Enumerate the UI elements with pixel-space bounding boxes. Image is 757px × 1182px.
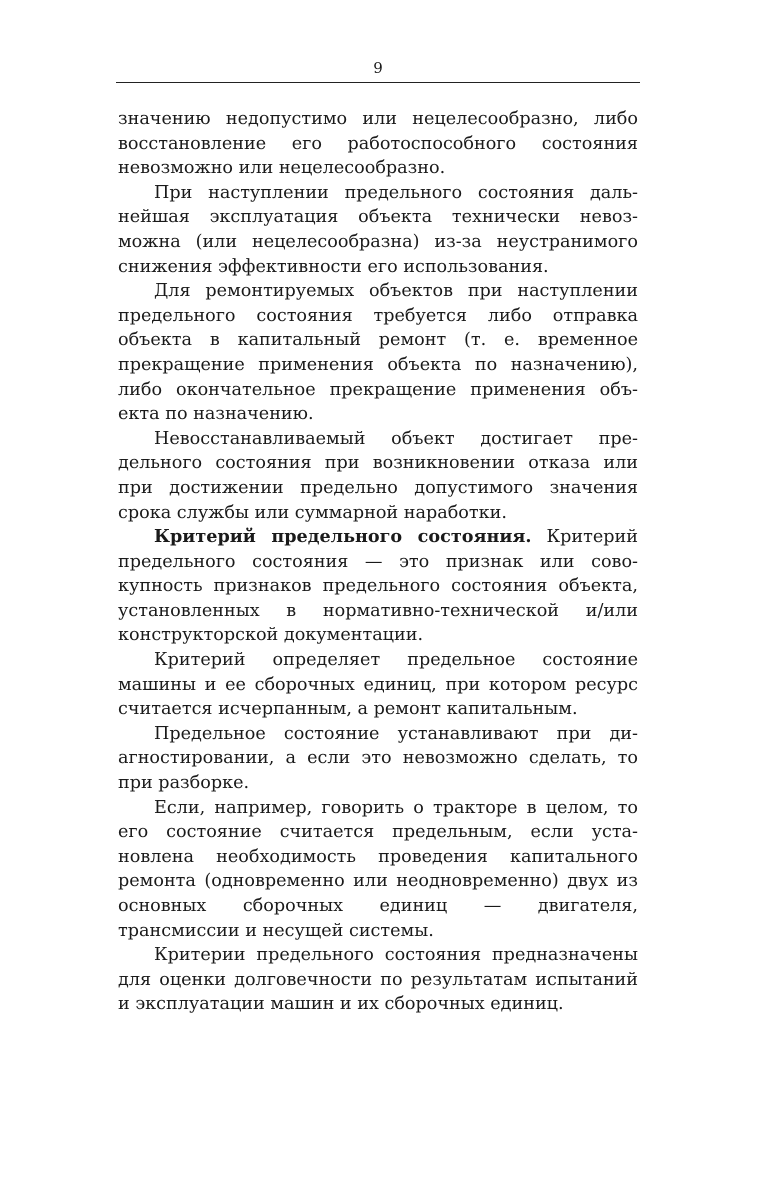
paragraph-continuation: значению недопустимо или нецелесообразно, либо восстановление его работоспособного состояния невозможно или нецелесообразно.: [118, 109, 638, 179]
paragraph: Предельное состояние устанавливают при диагностировании, а если это невозможно сделать, то при разборке.: [118, 723, 638, 794]
page-number: 9: [373, 59, 383, 77]
paragraph: Если, например, говорить о тракторе в целом, то его состояние считается предельным, если установлена необходимость проведения капитального ремонта (одновременно или неодновременно) двух из основных сборочных единиц — двигателя, трансмиссии и несущей системы.: [118, 797, 638, 941]
paragraph: Для ремонтируемых объектов при наступлении предельного состояния требуется либо отправка объекта в капитальный ремонт (т. е. временное прекращение применения объекта по назначению), либо окончательное прекращение применения объекта по назначению.: [118, 281, 638, 425]
term-heading: Критерий предельного состояния.: [154, 526, 532, 548]
paragraph: Невосстанавливаемый объект достигает предельного состояния при возникновении отказа или при достижении предельно допустимого значения срока службы или суммарной наработки.: [118, 428, 638, 523]
paragraph: При наступлении предельного состояния дальнейшая эксплуатация объекта технически невозможна (или нецелесообразна) из-за неустранимого снижения эффективности его использования.: [118, 182, 638, 277]
paragraph-definition: [118, 525, 638, 648]
body-text: [118, 107, 638, 1017]
definition-text: Критерий предельного состояния — это признак или совокупность признаков предельного состояния объекта, установленных в нормативно-технической и/или конструкторской документации.: [118, 527, 638, 646]
paragraph: Критерии предельного состояния предназначены для оценки долговечности по результатам испытаний и эксплуатации машин и их сборочных единиц.: [118, 945, 638, 1015]
paragraph: Критерий определяет предельное состояние машины и ее сборочных единиц, при котором ресурс считается исчерпанным, а ремонт капитальным.: [118, 650, 638, 720]
running-header: [116, 58, 640, 83]
